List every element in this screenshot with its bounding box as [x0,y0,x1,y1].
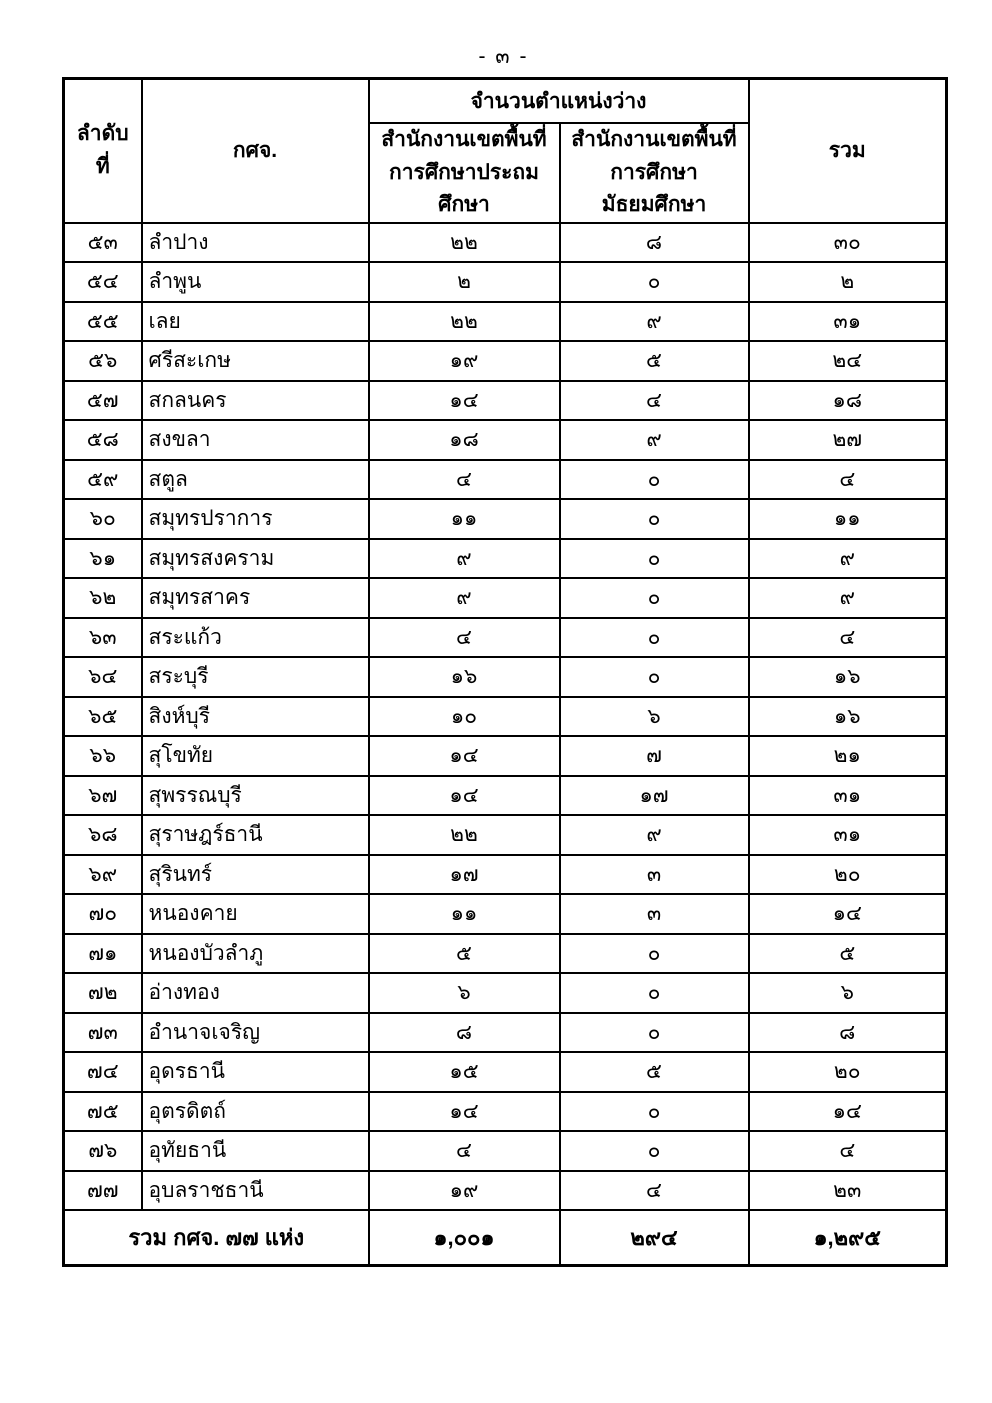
row-sequence-number: ๖๓ [64,618,142,658]
header-secondary-line1: สำนักงานเขตพื้นที่ [571,128,737,151]
row-total-vacancies: ๒๗ [749,420,947,460]
row-sequence-number: ๗๔ [64,1052,142,1092]
row-secondary-vacancies: ๕ [560,341,749,381]
row-province-name: ลำปาง [142,223,369,263]
row-province-name: สระแก้ว [142,618,369,658]
total-primary-vacancies: ๑,๐๐๑ [369,1210,560,1266]
row-province-name: ลำพูน [142,262,369,302]
row-total-vacancies: ๙ [749,578,947,618]
header-secondary-area [560,123,749,223]
row-total-vacancies: ๒๐ [749,1052,947,1092]
row-province-name: อุดรธานี [142,1052,369,1092]
row-primary-vacancies: ๙ [369,539,560,579]
row-total-vacancies: ๒๑ [749,736,947,776]
row-primary-vacancies: ๖ [369,973,560,1013]
row-secondary-vacancies: ๙ [560,302,749,342]
table-row [64,855,947,895]
row-province-name: อำนาจเจริญ [142,1013,369,1053]
row-total-vacancies: ๒๐ [749,855,947,895]
row-province-name: ศรีสะเกษ [142,341,369,381]
row-secondary-vacancies: ๐ [560,973,749,1013]
row-sequence-number: ๕๗ [64,381,142,421]
row-secondary-vacancies: ๐ [560,657,749,697]
table-row [64,1013,947,1053]
row-sequence-number: ๕๙ [64,460,142,500]
table-row [64,736,947,776]
row-sequence-number: ๖๗ [64,776,142,816]
row-primary-vacancies: ๑๖ [369,657,560,697]
header-primary-line2: การศึกษาประถมศึกษา [389,160,539,217]
table-row [64,223,947,263]
row-primary-vacancies: ๒ [369,262,560,302]
row-total-vacancies: ๓๐ [749,223,947,263]
row-secondary-vacancies: ๐ [560,1092,749,1132]
table-row [64,420,947,460]
row-secondary-vacancies: ๔ [560,381,749,421]
row-primary-vacancies: ๑๔ [369,381,560,421]
table-row [64,341,947,381]
table-row [64,1171,947,1211]
row-secondary-vacancies: ๕ [560,1052,749,1092]
row-total-vacancies: ๑๖ [749,657,947,697]
row-sequence-number: ๗๕ [64,1092,142,1132]
row-sequence-number: ๗๒ [64,973,142,1013]
row-secondary-vacancies: ๐ [560,539,749,579]
row-total-vacancies: ๒ [749,262,947,302]
header-secondary-line2: การศึกษามัธยมศึกษา [601,160,707,217]
row-sequence-number: ๕๘ [64,420,142,460]
row-secondary-vacancies: ๐ [560,618,749,658]
row-total-vacancies: ๑๑ [749,499,947,539]
row-province-name: สงขลา [142,420,369,460]
row-sequence-number: ๖๙ [64,855,142,895]
row-total-vacancies: ๓๑ [749,302,947,342]
row-province-name: อุบลราชธานี [142,1171,369,1211]
row-total-vacancies: ๙ [749,539,947,579]
row-total-vacancies: ๒๓ [749,1171,947,1211]
row-primary-vacancies: ๕ [369,934,560,974]
row-primary-vacancies: ๑๑ [369,499,560,539]
table-row [64,1092,947,1132]
total-secondary-vacancies: ๒๙๔ [560,1210,749,1266]
row-total-vacancies: ๒๔ [749,341,947,381]
row-secondary-vacancies: ๐ [560,578,749,618]
header-sequence-line2: ที่ [95,154,110,178]
table-row [64,460,947,500]
table-row [64,973,947,1013]
row-sequence-number: ๗๑ [64,934,142,974]
row-total-vacancies: ๑๖ [749,697,947,737]
row-province-name: สุพรรณบุรี [142,776,369,816]
row-secondary-vacancies: ๐ [560,1013,749,1053]
row-province-name: สมุทรสาคร [142,578,369,618]
row-sequence-number: ๖๒ [64,578,142,618]
header-sequence-line1: ลำดับ [76,122,129,146]
row-primary-vacancies: ๙ [369,578,560,618]
row-sequence-number: ๕๕ [64,302,142,342]
row-sequence-number: ๖๑ [64,539,142,579]
table-row [64,381,947,421]
header-committee: กศจ. [142,79,369,223]
row-secondary-vacancies: ๓ [560,894,749,934]
row-secondary-vacancies: ๐ [560,1131,749,1171]
row-secondary-vacancies: ๑๗ [560,776,749,816]
row-total-vacancies: ๖ [749,973,947,1013]
row-total-vacancies: ๘ [749,1013,947,1053]
row-primary-vacancies: ๘ [369,1013,560,1053]
row-total-vacancies: ๑๔ [749,894,947,934]
row-primary-vacancies: ๑๑ [369,894,560,934]
row-sequence-number: ๖๖ [64,736,142,776]
row-secondary-vacancies: ๓ [560,855,749,895]
row-secondary-vacancies: ๖ [560,697,749,737]
table-row [64,499,947,539]
row-primary-vacancies: ๑๐ [369,697,560,737]
row-primary-vacancies: ๔ [369,460,560,500]
row-primary-vacancies: ๑๔ [369,776,560,816]
row-total-vacancies: ๓๑ [749,815,947,855]
row-primary-vacancies: ๒๒ [369,815,560,855]
header-vacancies-group: จำนวนตำแหน่งว่าง [369,79,749,124]
row-province-name: สิงห์บุรี [142,697,369,737]
table-row [64,894,947,934]
row-primary-vacancies: ๑๙ [369,341,560,381]
table-row [64,697,947,737]
row-sequence-number: ๖๕ [64,697,142,737]
row-primary-vacancies: ๑๗ [369,855,560,895]
row-total-vacancies: ๑๘ [749,381,947,421]
row-sequence-number: ๗๖ [64,1131,142,1171]
header-sequence-number [64,79,142,223]
row-province-name: สุรินทร์ [142,855,369,895]
table-row [64,815,947,855]
row-province-name: อุตรดิตถ์ [142,1092,369,1132]
row-total-vacancies: ๑๔ [749,1092,947,1132]
row-total-vacancies: ๓๑ [749,776,947,816]
row-total-vacancies: ๕ [749,934,947,974]
vacancy-table [62,77,948,1267]
row-primary-vacancies: ๒๒ [369,302,560,342]
table-row [64,262,947,302]
header-primary-area [369,123,560,223]
row-province-name: สระบุรี [142,657,369,697]
row-sequence-number: ๕๔ [64,262,142,302]
row-province-name: หนองบัวลำภู [142,934,369,974]
row-province-name: เลย [142,302,369,342]
row-primary-vacancies: ๑๔ [369,736,560,776]
header-row-group [64,79,947,124]
row-province-name: สกลนคร [142,381,369,421]
row-province-name: สตูล [142,460,369,500]
row-sequence-number: ๗๐ [64,894,142,934]
table-row [64,1131,947,1171]
row-primary-vacancies: ๔ [369,618,560,658]
row-secondary-vacancies: ๐ [560,934,749,974]
header-total: รวม [749,79,947,223]
header-primary-line1: สำนักงานเขตพื้นที่ [381,128,547,151]
row-total-vacancies: ๔ [749,460,947,500]
table-row [64,618,947,658]
row-province-name: สุโขทัย [142,736,369,776]
row-primary-vacancies: ๑๔ [369,1092,560,1132]
table-row [64,1052,947,1092]
row-primary-vacancies: ๔ [369,1131,560,1171]
row-sequence-number: ๕๖ [64,341,142,381]
table-row [64,302,947,342]
table-row [64,934,947,974]
row-sequence-number: ๗๗ [64,1171,142,1211]
row-secondary-vacancies: ๐ [560,262,749,302]
row-primary-vacancies: ๒๒ [369,223,560,263]
table-row [64,578,947,618]
total-row [64,1210,947,1266]
row-secondary-vacancies: ๙ [560,815,749,855]
row-secondary-vacancies: ๘ [560,223,749,263]
row-total-vacancies: ๔ [749,1131,947,1171]
table-row [64,657,947,697]
row-sequence-number: ๖๐ [64,499,142,539]
row-secondary-vacancies: ๐ [560,499,749,539]
row-province-name: อุทัยธานี [142,1131,369,1171]
row-province-name: สมุทรสงคราม [142,539,369,579]
row-province-name: สุราษฎร์ธานี [142,815,369,855]
table-row [64,776,947,816]
row-secondary-vacancies: ๔ [560,1171,749,1211]
total-all-vacancies: ๑,๒๙๕ [749,1210,947,1266]
row-primary-vacancies: ๑๘ [369,420,560,460]
total-row-label: รวม กศจ. ๗๗ แห่ง [64,1210,369,1266]
row-sequence-number: ๗๓ [64,1013,142,1053]
row-secondary-vacancies: ๐ [560,460,749,500]
row-sequence-number: ๕๓ [64,223,142,263]
row-primary-vacancies: ๑๙ [369,1171,560,1211]
table-row [64,539,947,579]
row-province-name: อ่างทอง [142,973,369,1013]
row-province-name: สมุทรปราการ [142,499,369,539]
row-total-vacancies: ๔ [749,618,947,658]
row-secondary-vacancies: ๙ [560,420,749,460]
row-secondary-vacancies: ๗ [560,736,749,776]
row-province-name: หนองคาย [142,894,369,934]
row-sequence-number: ๖๘ [64,815,142,855]
row-primary-vacancies: ๑๕ [369,1052,560,1092]
page-number: - ๓ - [478,45,529,68]
row-sequence-number: ๖๔ [64,657,142,697]
